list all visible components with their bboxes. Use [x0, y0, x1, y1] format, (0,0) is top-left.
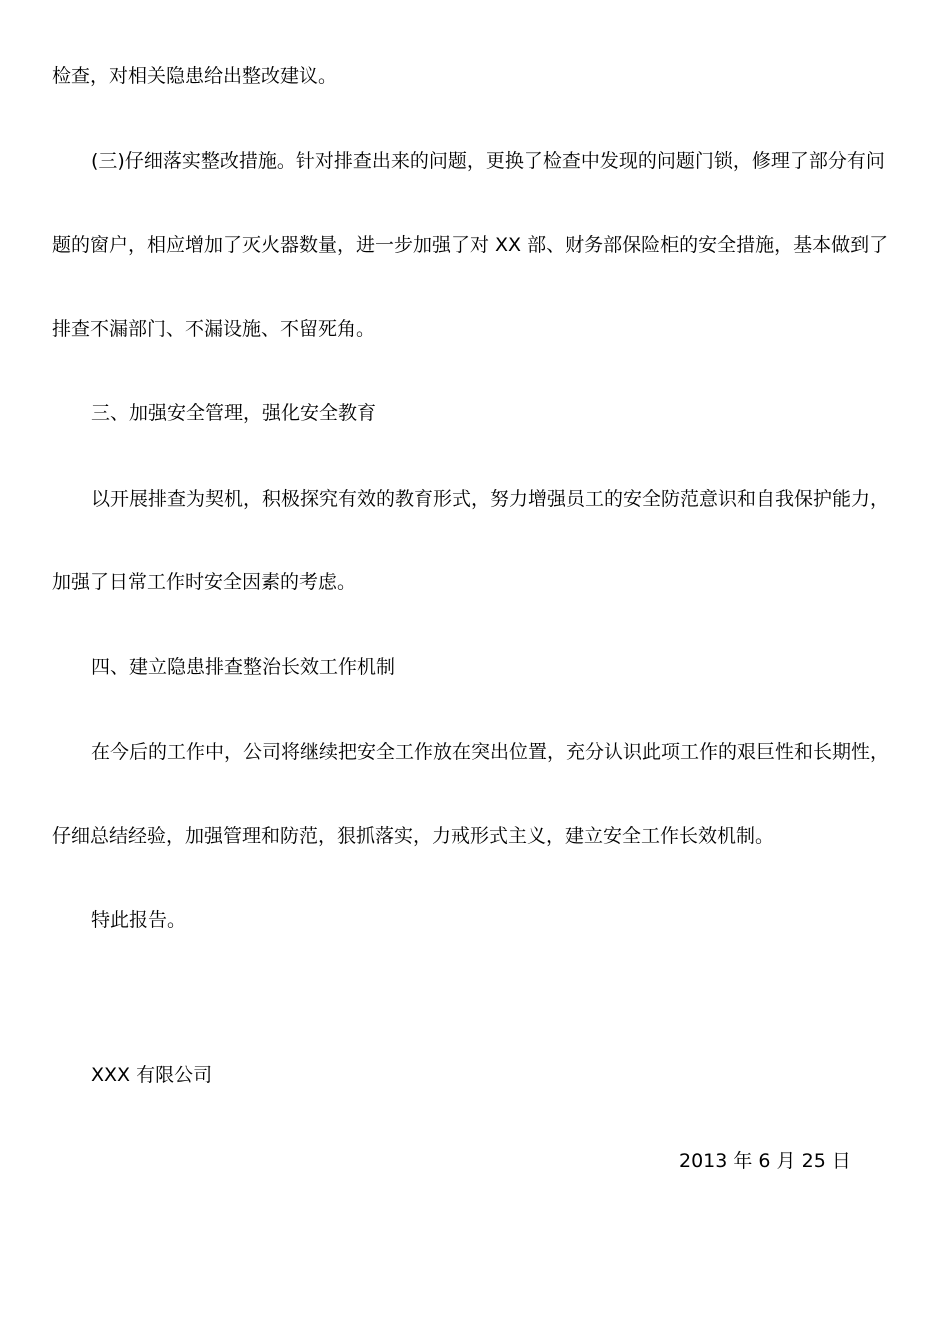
paragraph-line: 以开展排查为契机，积极探究有效的教育形式，努力增强员工的安全防范意识和自我保护能力，: [91, 488, 890, 510]
paragraph-line: 题的窗户，相应增加了灭火器数量，进一步加强了对 XX 部、财务部保险柜的安全措施，基本做到了: [52, 234, 889, 256]
section-heading: 三、加强安全管理，强化安全教育: [91, 402, 377, 424]
company-name: XXX 有限公司: [91, 1064, 213, 1086]
paragraph-line: 检查，对相关隐患给出整改建议。: [52, 65, 338, 87]
section-heading: 四、建立隐患排查整治长效工作机制: [91, 656, 396, 678]
paragraph-line: 在今后的工作中，公司将继续把安全工作放在突出位置，充分认识此项工作的艰巨性和长期性，: [91, 741, 890, 763]
paragraph-line: 排查不漏部门、不漏设施、不留死角。: [52, 318, 376, 340]
paragraph-line: (三)仔细落实整改措施。针对排查出来的问题，更换了检查中发现的问题门锁，修理了部分有问: [91, 150, 885, 172]
paragraph-line: 加强了日常工作时安全因素的考虑。: [52, 571, 357, 593]
report-date: 2013 年 6 月 25 日: [679, 1150, 851, 1172]
closing-line: 特此报告。: [91, 909, 187, 931]
paragraph-line: 仔细总结经验，加强管理和防范，狠抓落实，力戒形式主义，建立安全工作长效机制。: [52, 825, 775, 847]
